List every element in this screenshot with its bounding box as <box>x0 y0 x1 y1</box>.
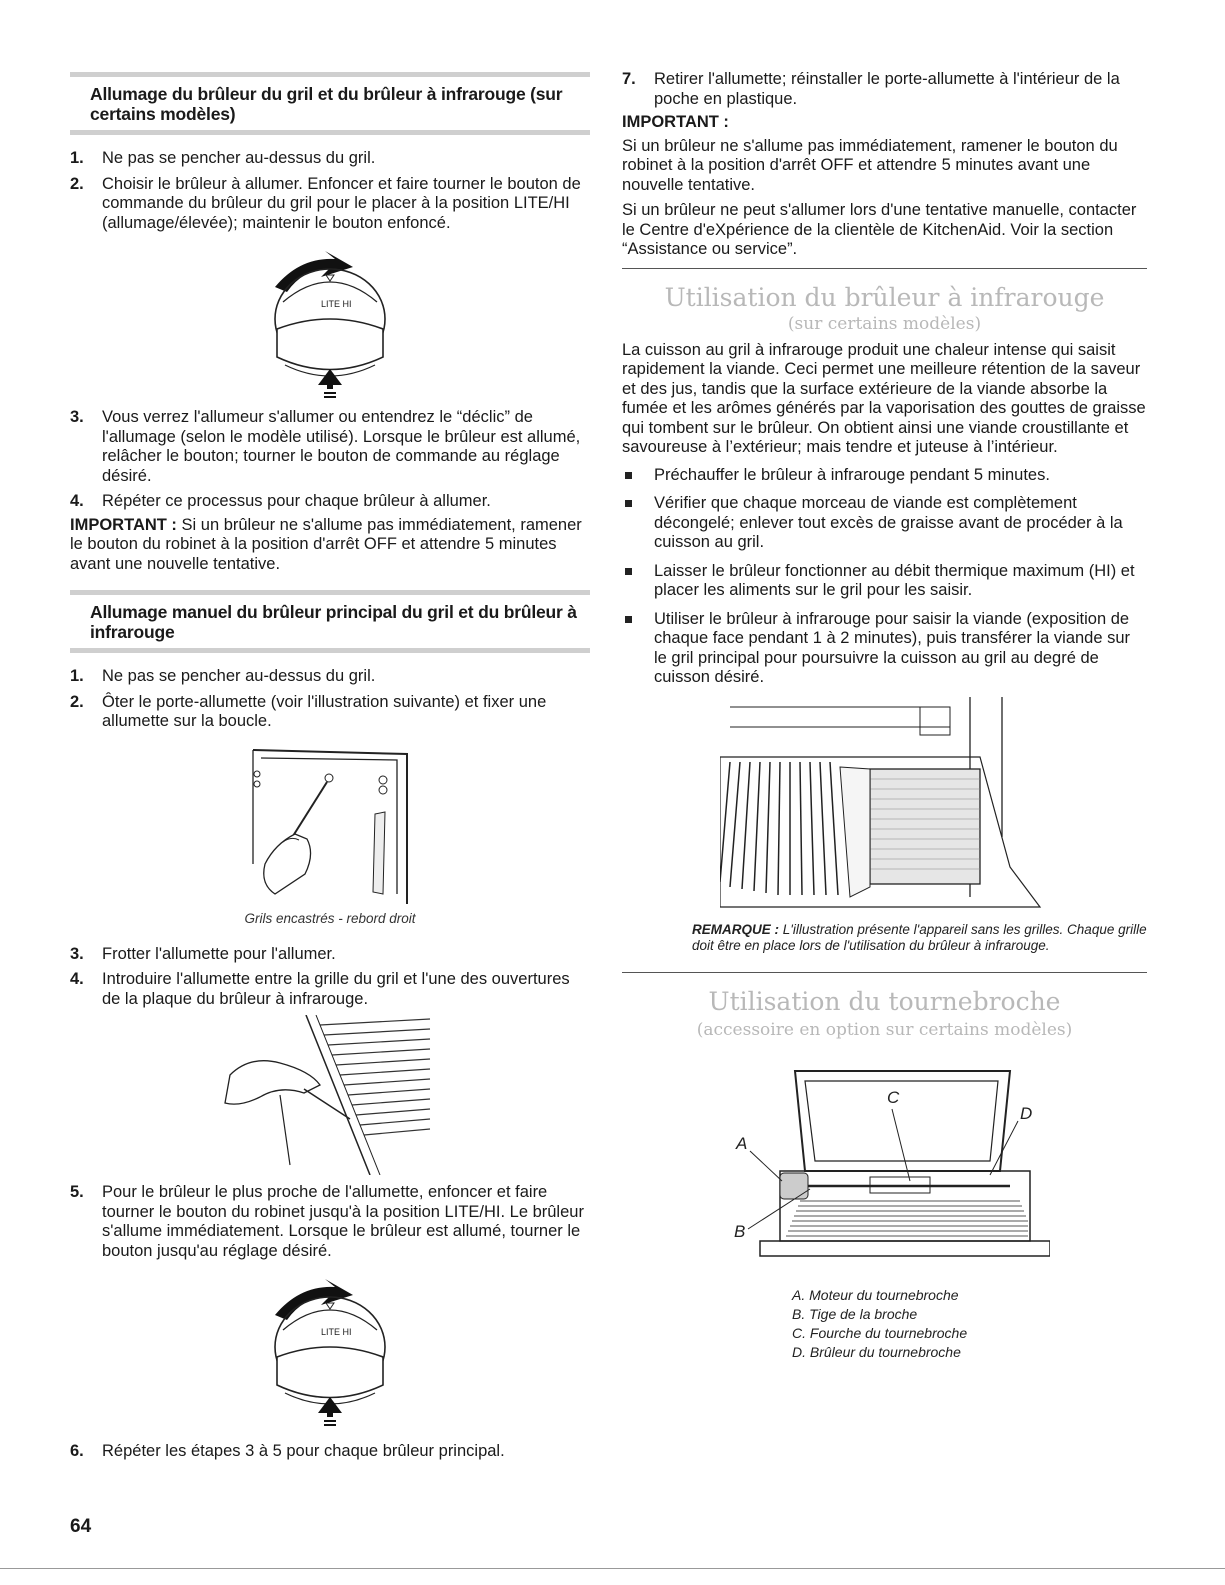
step-number: 7. <box>622 70 636 88</box>
section-title: Utilisation du brûleur à infrarouge <box>664 282 1105 312</box>
step-text: Retirer l'allumette; réinstaller le porte-allumette à l'intérieur de la poche en plastique. <box>654 70 1120 108</box>
step-number: 1. <box>70 149 84 167</box>
list-item <box>622 70 1147 109</box>
step-text: Choisir le brûleur à allumer. Enfoncer et faire tourner le bouton de commande du brûleur du gril pour le placer à la position LITE/HI (allumage/élevée); maintenir le bouton enfoncé. <box>102 174 581 232</box>
bullet-list <box>622 466 1147 688</box>
knob-illustration <box>255 247 405 402</box>
page-number: 64 <box>70 1516 92 1537</box>
note-text: L'illustration présente l'appareil sans les grilles. Chaque grille doit être en place lors de l'utilisation du brûleur à infrarouge. <box>692 921 1147 953</box>
legend-item: C. Fourche du tournebroche <box>792 1324 968 1341</box>
important-text: Si un brûleur ne s'allume pas immédiatement, ramener le bouton du robinet à la position d'arrêt OFF et attendre 5 minutes avant une nouvelle tentative. <box>70 515 582 573</box>
infrared-burner-illustration <box>720 697 1050 912</box>
important-paragraph: Si un brûleur ne s'allume pas immédiatement, ramener le bouton du robinet à la position d'arrêt OFF et attendre 5 minutes avant une nouvelle tentative. <box>622 136 1118 194</box>
step-text: Ôter le porte-allumette (voir l'illustration suivante) et fixer une allumette sur la boucle. <box>102 692 547 730</box>
step-text: Vous verrez l'allumeur s'allumer ou entendrez le “déclic” de l'allumage (selon le modèle utilisé). Lorsque le brûleur est allumé, relâcher le bouton; tourner le bouton de commande au réglage désiré. <box>102 408 581 485</box>
figure-caption: Grils encastrés - rebord droit <box>244 910 416 926</box>
list-item: Préchauffer le brûleur à infrarouge pendant 5 minutes. <box>622 466 1147 486</box>
important-label: IMPORTANT : <box>70 515 177 534</box>
section-subtitle: (accessoire en option sur certains modèles) <box>696 1019 1073 1040</box>
figure-legend <box>622 1286 1147 1362</box>
knob-illustration <box>255 1275 405 1430</box>
step-text: Répéter les étapes 3 à 5 pour chaque brûleur principal. <box>102 1442 505 1460</box>
step-text: Répéter ce processus pour chaque brûleur à allumer. <box>102 492 491 510</box>
rotisserie-illustration <box>720 1051 1050 1276</box>
list-item: Utiliser le brûleur à infrarouge pour saisir la viande (exposition de chaque face pendant 1 à 2 minutes), puis transférer la viande sur le gril principal pour poursuivre la cuisson au gril au degré de cuisson désiré. <box>622 610 1147 688</box>
list-item <box>70 970 590 1009</box>
step-number: 5. <box>70 1183 84 1201</box>
match-holder-illustration <box>235 744 425 904</box>
knob-text: LITE HI <box>321 299 352 309</box>
callout-a: A <box>735 1133 747 1153</box>
step-text: Introduire l'allumette entre la grille du gril et l'une des ouvertures de la plaque du brûleur à infrarouge. <box>102 970 570 1008</box>
grate-drawing <box>220 1015 440 1175</box>
steps-list <box>70 1442 590 1462</box>
list-item <box>70 492 590 512</box>
section-title: Allumage du brûleur du gril et du brûleur à infrarouge (sur certains modèles) <box>90 84 563 124</box>
contact-paragraph: Si un brûleur ne peut s'allumer lors d'une tentative manuelle, contacter le Centre d'eXpérience de la clientèle de KitchenAid. Voir la section “Assistance ou service”. <box>622 201 1137 258</box>
steps-list <box>622 70 1147 109</box>
legend-item: D. Brûleur du tournebroche <box>792 1343 961 1360</box>
step-number: 2. <box>70 174 84 193</box>
step-number: 2. <box>70 692 84 711</box>
left-column <box>70 0 590 1468</box>
list-item <box>70 693 590 732</box>
important-paragraph <box>70 516 590 575</box>
steps-list <box>70 667 590 732</box>
callout-c: C <box>886 1087 899 1107</box>
knob-drawing <box>255 247 405 402</box>
list-item: Laisser le brûleur fonctionner au débit thermique maximum (HI) et placer les aliments sur le gril pour les saisir. <box>622 562 1147 601</box>
important-heading: IMPORTANT : <box>622 113 729 131</box>
rotisserie-drawing <box>720 1051 1050 1276</box>
callout-d: D <box>1019 1103 1032 1123</box>
burner-drawing <box>720 697 1050 912</box>
section-divider <box>622 268 1147 269</box>
list-item <box>70 175 590 234</box>
steps-list <box>70 1183 590 1261</box>
step-text: Ne pas se pencher au-dessus du gril. <box>102 149 376 167</box>
legend-item: B. Tige de la broche <box>792 1305 918 1322</box>
list-item <box>70 149 590 169</box>
note-paragraph <box>622 922 1147 954</box>
section-heading-manual <box>70 590 590 653</box>
knob-text: LITE HI <box>321 1327 352 1337</box>
note-label: REMARQUE : <box>692 921 779 937</box>
step-number: 3. <box>70 408 84 426</box>
step-number: 1. <box>70 667 84 685</box>
section-subtitle: (sur certains modèles) <box>787 313 982 334</box>
step-text: Ne pas se pencher au-dessus du gril. <box>102 667 376 685</box>
right-column <box>622 0 1147 1362</box>
step-number: 6. <box>70 1442 84 1460</box>
grate-match-illustration <box>220 1015 440 1175</box>
step-text: Pour le brûleur le plus proche de l'allumette, enfoncer et faire tourner le bouton du robinet jusqu'à la position LITE/HI. Le brûleur s'allume immédiatement. Lorsque le brûleur est allumé, tourner le bouton jusqu'au réglage désiré. <box>102 1183 584 1260</box>
steps-list <box>70 408 590 512</box>
bottom-edge-line <box>0 1568 1225 1569</box>
section-divider <box>622 972 1147 973</box>
steps-list <box>70 149 590 233</box>
callout-b: B <box>733 1221 745 1241</box>
list-item: Vérifier que chaque morceau de viande est complètement décongelé; enlever tout excès de graisse avant de procéder à la cuisson au gril. <box>622 494 1147 553</box>
step-number: 4. <box>70 492 84 510</box>
list-item <box>70 1183 590 1261</box>
steps-list <box>70 945 590 1010</box>
section-heading-lighting <box>70 72 590 135</box>
knob-drawing <box>255 1275 405 1430</box>
section-title: Allumage manuel du brûleur principal du gril et du brûleur à infrarouge <box>90 602 577 642</box>
match-holder-drawing <box>235 744 425 904</box>
step-number: 4. <box>70 970 84 988</box>
section-title: Utilisation du tournebroche <box>708 986 1061 1016</box>
step-text: Frotter l'allumette pour l'allumer. <box>102 944 336 963</box>
step-number: 3. <box>70 944 84 963</box>
list-item <box>70 1442 590 1462</box>
list-item <box>70 667 590 687</box>
legend-item: A. Moteur du tournebroche <box>792 1286 959 1303</box>
list-item <box>70 945 590 965</box>
intro-paragraph: La cuisson au gril à infrarouge produit une chaleur intense qui saisit rapidement la viande. Ceci permet une meilleure rétention de la saveur et des jus, tandis que la surface extérieure de la viande absorbe la fumée et les arômes générés par la vaporisation des gouttes de graisse qui tombent sur le brûleur. On obtient ainsi une viande croustillante et savoureuse à l’extérieur; mais tendre et juteuse à l’intérieur. <box>622 340 1146 456</box>
list-item <box>70 408 590 486</box>
